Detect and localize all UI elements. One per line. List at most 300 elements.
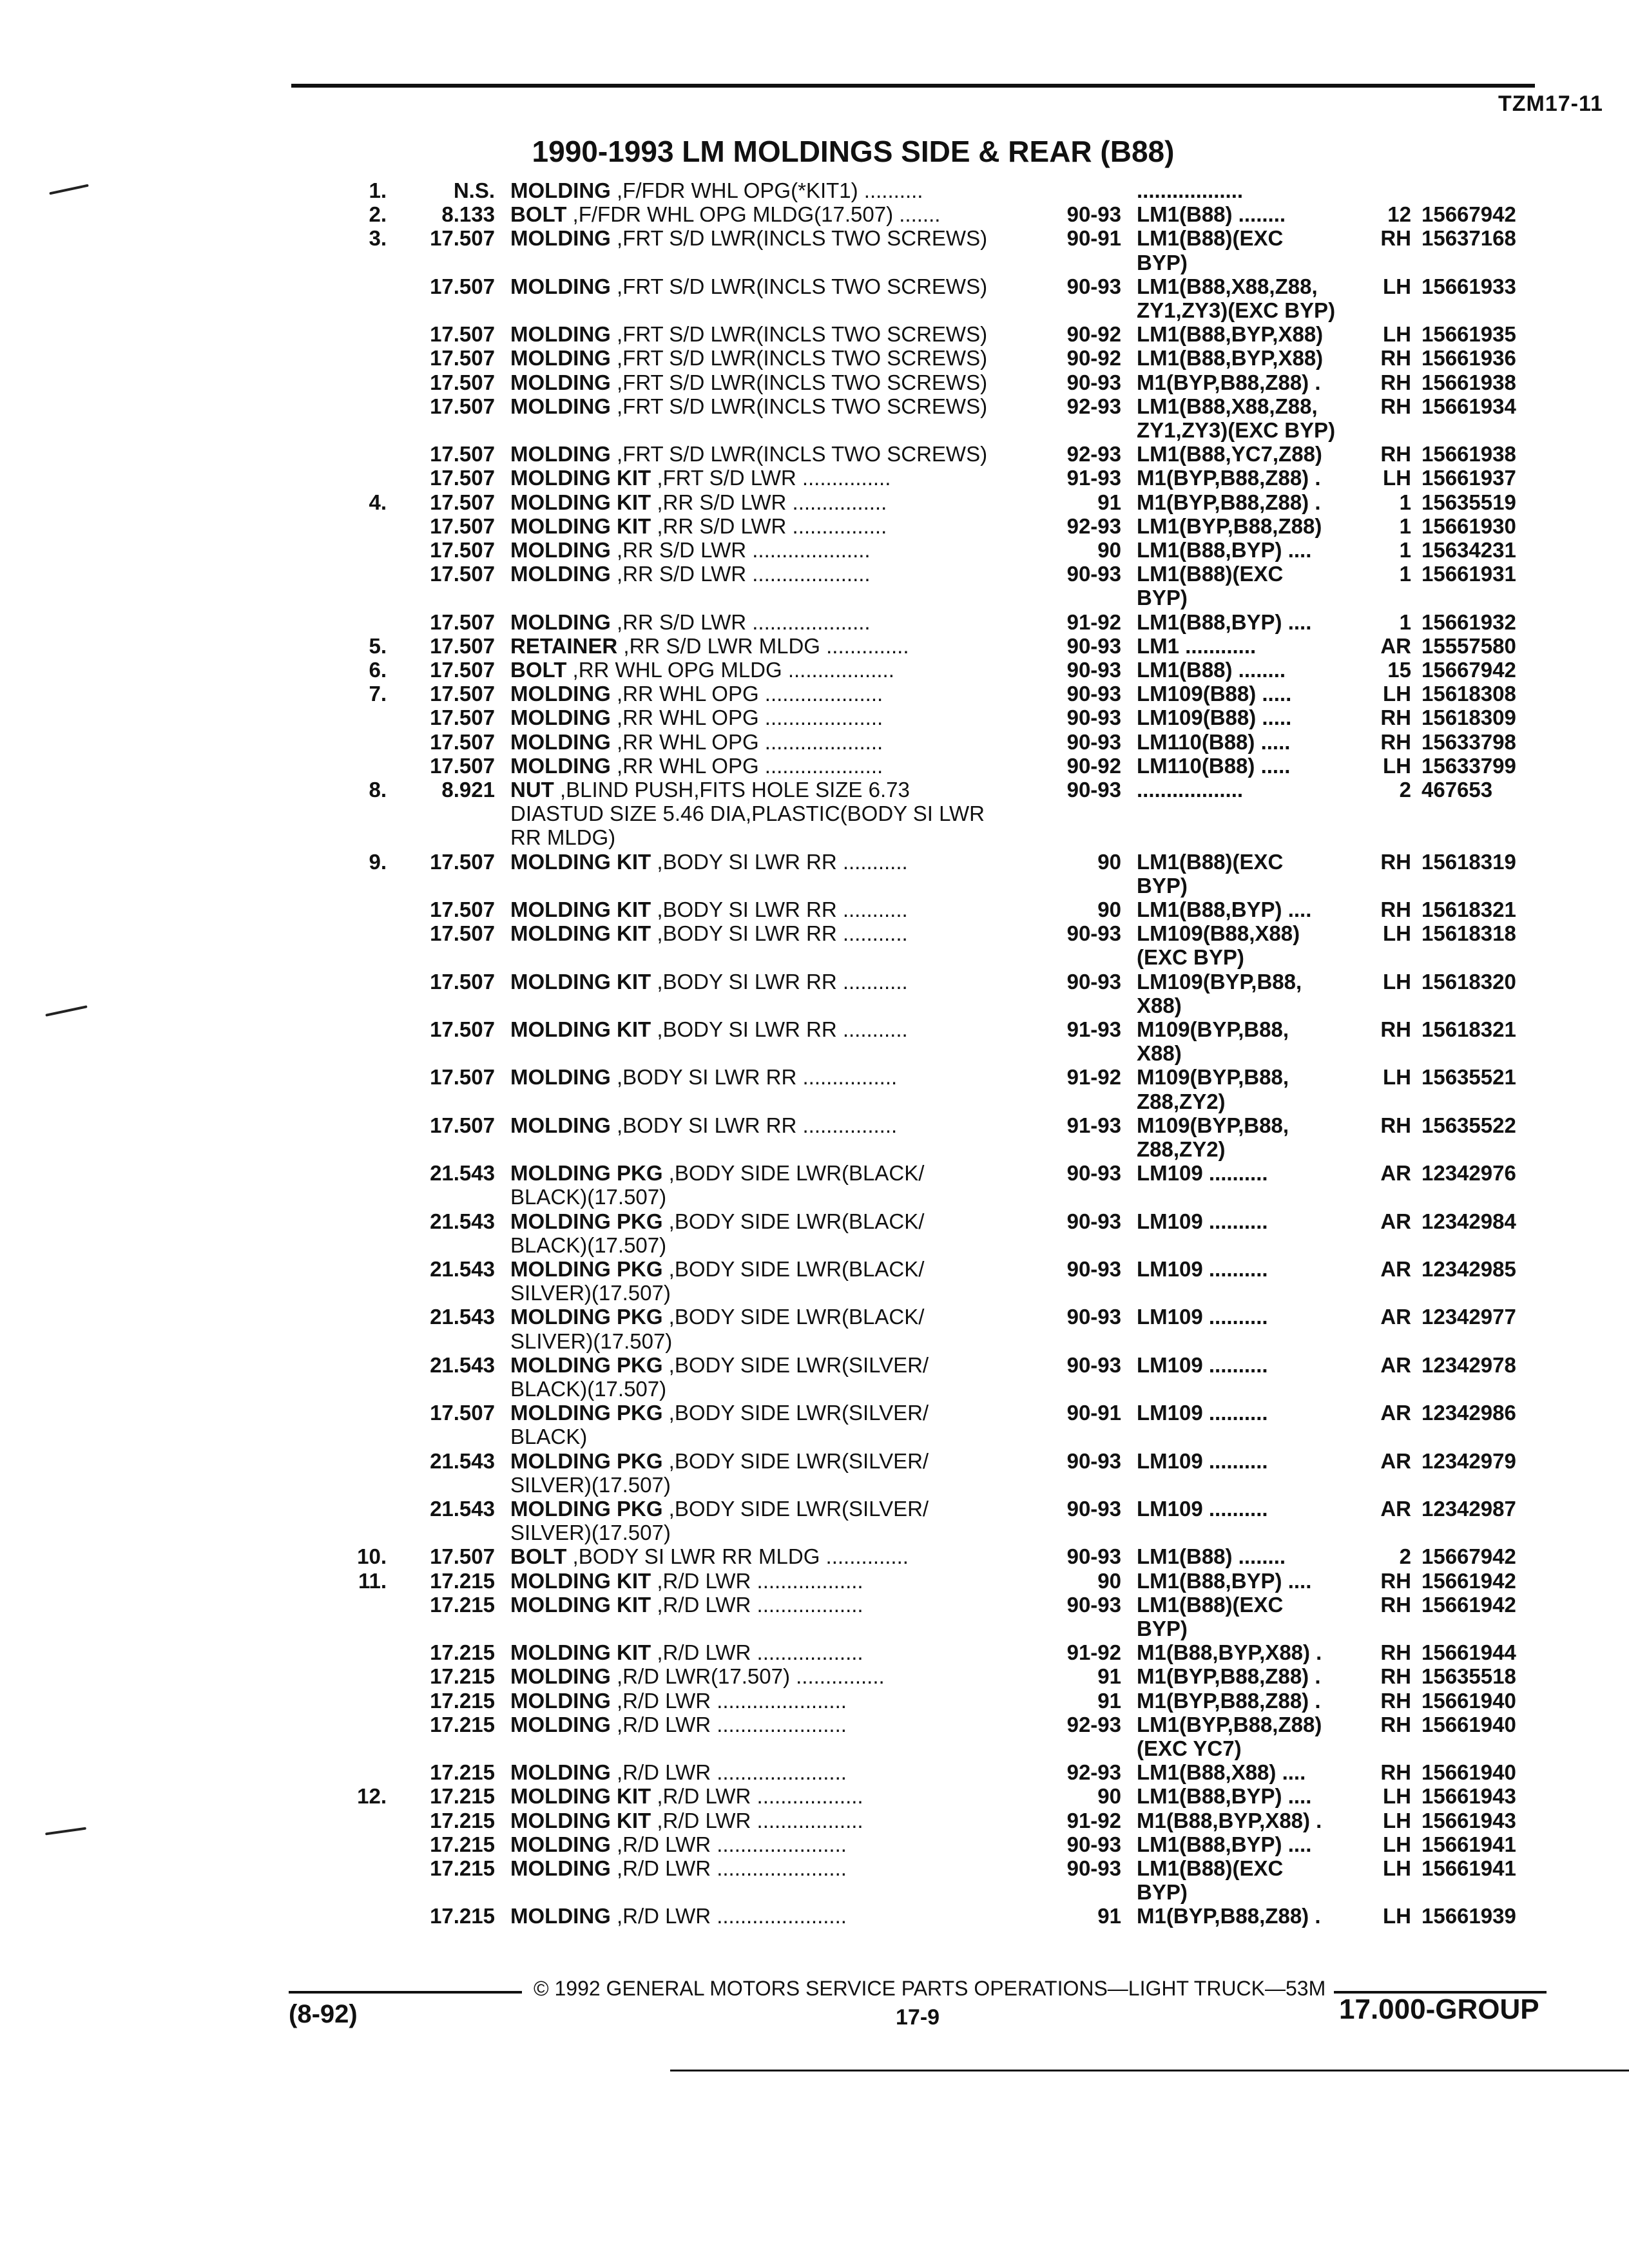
part-detail: ,RR WHL OPG .................... <box>610 682 883 706</box>
table-row <box>0 299 1629 325</box>
quantity: AR <box>1380 1352 1411 1377</box>
part-description <box>510 778 1039 802</box>
table-row <box>0 970 1629 996</box>
group-number: 8.921 <box>441 778 495 802</box>
part-description <box>510 1258 1039 1281</box>
model-code: LM1(B88,X88,Z88, <box>1137 274 1318 298</box>
model-code: M109(BYP,B88, <box>1137 1113 1289 1137</box>
table-row <box>0 1689 1629 1715</box>
model-code: LM1(B88)(EXC <box>1137 1857 1284 1880</box>
table-row <box>0 251 1629 277</box>
quantity: RH <box>1380 1760 1411 1785</box>
model-code: LM1(B88) ........ <box>1137 203 1286 227</box>
table-row <box>0 227 1629 253</box>
model-code: LM1(B88) ........ <box>1137 658 1286 682</box>
part-description <box>510 323 1039 346</box>
model-code: LM1(B88,BYP) .... <box>1137 1832 1312 1856</box>
group-number: 17.215 <box>430 1856 495 1880</box>
item-key: 12. <box>357 1784 387 1809</box>
part-detail: ,RR S/D LWR ................ <box>651 490 887 514</box>
table-row <box>0 395 1629 421</box>
group-number: 21.543 <box>430 1257 495 1281</box>
part-name: MOLDING KIT <box>510 970 651 994</box>
quantity: 2 <box>1399 1544 1411 1569</box>
group-number: 17.215 <box>430 1904 495 1928</box>
group-number: 17.507 <box>430 1544 495 1569</box>
model-years: 91-92 <box>1066 1808 1121 1832</box>
part-detail: ,R/D LWR .................. <box>651 1809 863 1832</box>
part-number: 15661940 <box>1422 1688 1516 1713</box>
model-code: BYP) <box>1137 251 1188 274</box>
part-description <box>510 1210 1039 1233</box>
part-description <box>510 275 1039 298</box>
quantity: 2 <box>1399 778 1411 802</box>
item-key: 7. <box>369 682 387 706</box>
part-detail: ,R/D LWR .................. <box>651 1593 863 1617</box>
quantity: LH <box>1383 753 1411 778</box>
item-key: 4. <box>369 490 387 514</box>
part-description <box>510 1689 1039 1713</box>
copyright-notice: © 1992 GENERAL MOTORS SERVICE PARTS OPERATIONS—LIGHT TRUCK—53M <box>534 1977 1326 2000</box>
group-number: 17.507 <box>430 394 495 418</box>
model-code: LM1(B88,BYP) .... <box>1137 1569 1312 1593</box>
table-row <box>0 347 1629 372</box>
part-detail: ,BODY SI LWR RR MLDG .............. <box>566 1545 909 1569</box>
part-name: MOLDING PKG <box>510 1305 663 1329</box>
part-description <box>510 1857 1039 1880</box>
model-code: LM109 .......... <box>1137 1258 1268 1281</box>
part-name: MOLDING KIT <box>510 1593 651 1617</box>
part-detail: ,R/D LWR .................. <box>651 1641 863 1665</box>
part-description <box>510 1545 1039 1568</box>
part-detail: RR MLDG) <box>510 826 616 850</box>
table-row <box>0 466 1629 492</box>
part-detail: ,R/D LWR ...................... <box>610 1761 847 1785</box>
part-description <box>510 1641 1039 1664</box>
part-detail: SLIVER)(17.507) <box>510 1329 673 1353</box>
model-years: 90-93 <box>1066 633 1121 658</box>
model-years: 90 <box>1097 1784 1121 1809</box>
part-description <box>510 1570 1039 1593</box>
part-description <box>510 1809 1039 1832</box>
group-number: 17.215 <box>430 1784 495 1809</box>
part-description <box>510 1497 1039 1521</box>
quantity: LH <box>1383 969 1411 994</box>
quantity: AR <box>1380 1161 1411 1186</box>
model-years: 90-91 <box>1066 226 1121 251</box>
part-description <box>510 658 1039 682</box>
table-row <box>0 1857 1629 1883</box>
quantity: AR <box>1380 633 1411 658</box>
part-name: MOLDING KIT <box>510 1785 651 1809</box>
group-number: 21.543 <box>430 1161 495 1186</box>
table-row <box>0 1258 1629 1283</box>
part-name: BOLT <box>510 1545 567 1569</box>
group-number: 17.215 <box>430 1760 495 1785</box>
part-description <box>510 179 1039 202</box>
model-code: M1(BYP,B88,Z88) . <box>1137 1689 1321 1713</box>
group-number: 17.507 <box>430 466 495 490</box>
part-detail: BLACK)(17.507) <box>510 1233 667 1257</box>
group-number: 17.215 <box>430 1592 495 1617</box>
table-row <box>0 1425 1629 1451</box>
part-description <box>510 1018 1039 1041</box>
model-years: 90-92 <box>1066 753 1121 778</box>
part-name: MOLDING KIT <box>510 490 651 514</box>
part-detail: ,BODY SIDE LWR(SILVER/ <box>662 1401 929 1425</box>
quantity: RH <box>1380 1568 1411 1593</box>
quantity: RH <box>1380 346 1411 370</box>
quantity: RH <box>1380 1640 1411 1665</box>
part-description <box>510 1474 1039 1497</box>
table-row <box>0 635 1629 660</box>
part-description <box>510 1521 1039 1544</box>
model-years: 91-92 <box>1066 1640 1121 1665</box>
part-detail: ,RR WHL OPG .................... <box>610 706 883 730</box>
item-key: 10. <box>357 1544 387 1569</box>
table-row <box>0 850 1629 876</box>
group-number: 17.507 <box>430 921 495 946</box>
part-description <box>510 443 1039 466</box>
part-name: MOLDING <box>510 1113 611 1137</box>
part-detail: ,RR S/D LWR .................... <box>610 610 871 634</box>
table-row <box>0 1378 1629 1403</box>
table-row <box>0 826 1629 852</box>
group-number: 17.507 <box>430 610 495 634</box>
quantity: LH <box>1383 1904 1411 1928</box>
table-row <box>0 1186 1629 1211</box>
model-years: 90 <box>1097 538 1121 562</box>
table-row <box>0 586 1629 612</box>
model-years: 91-93 <box>1066 466 1121 490</box>
model-code: LM1(B88,BYP) .... <box>1137 610 1312 634</box>
model-code: LM1(B88,BYP) .... <box>1137 539 1312 562</box>
table-row <box>0 802 1629 828</box>
quantity: LH <box>1383 1856 1411 1880</box>
table-row <box>0 1138 1629 1164</box>
page-code: TZM17-11 <box>1498 91 1603 116</box>
model-code: M1(BYP,B88,Z88) . <box>1137 490 1321 514</box>
part-detail: ,FRT S/D LWR(INCLS TWO SCREWS) <box>610 323 988 347</box>
part-detail: ,FRT S/D LWR(INCLS TWO SCREWS) <box>610 443 988 466</box>
part-number: 15661937 <box>1422 466 1516 490</box>
group-number: 8.133 <box>441 202 495 227</box>
table-row <box>0 1521 1629 1547</box>
part-name: BOLT <box>510 203 567 227</box>
group-number: 17.507 <box>430 226 495 251</box>
item-key: 9. <box>369 849 387 874</box>
part-number: 15635519 <box>1422 490 1516 514</box>
part-detail: SILVER)(17.507) <box>510 1521 671 1545</box>
part-detail: ,BODY SIDE LWR(SILVER/ <box>662 1497 929 1521</box>
quantity: 1 <box>1399 610 1411 634</box>
model-code: .................. <box>1137 179 1244 202</box>
part-number: 15635521 <box>1422 1065 1516 1090</box>
part-number: 12342984 <box>1422 1209 1516 1233</box>
model-code: M1(BYP,B88,Z88) . <box>1137 1665 1321 1689</box>
model-years: 90-93 <box>1066 1497 1121 1521</box>
quantity: AR <box>1380 1209 1411 1233</box>
item-key: 8. <box>369 778 387 802</box>
part-detail: ,FRT S/D LWR(INCLS TWO SCREWS) <box>610 394 988 418</box>
part-detail: ,RR WHL OPG MLDG .................. <box>566 658 894 682</box>
quantity: AR <box>1380 1497 1411 1521</box>
part-number: 15635522 <box>1422 1113 1516 1137</box>
table-row <box>0 1545 1629 1571</box>
part-name: MOLDING <box>510 539 611 562</box>
model-code: M1(BYP,B88,Z88) . <box>1137 1905 1321 1928</box>
model-code: LM110(B88) ..... <box>1137 754 1291 778</box>
part-description <box>510 611 1039 634</box>
table-row <box>0 179 1629 205</box>
part-description <box>510 706 1039 729</box>
quantity: RH <box>1380 1688 1411 1713</box>
table-row <box>0 778 1629 804</box>
model-code: LM109 .......... <box>1137 1162 1268 1186</box>
part-detail: ,BODY SIDE LWR(BLACK/ <box>662 1258 925 1281</box>
model-code: LM1(B88,X88,Z88, <box>1137 394 1318 418</box>
model-years: 91 <box>1097 1688 1121 1713</box>
part-detail: ,BODY SIDE LWR(BLACK/ <box>662 1209 925 1233</box>
part-description <box>510 1066 1039 1089</box>
part-number: 15661934 <box>1422 394 1516 418</box>
part-detail: ,FRT S/D LWR(INCLS TWO SCREWS) <box>610 227 988 251</box>
part-detail: ,RR S/D LWR .................... <box>610 562 871 586</box>
part-number: 15661943 <box>1422 1808 1516 1832</box>
table-row <box>0 994 1629 1020</box>
quantity: LH <box>1383 466 1411 490</box>
model-code: M109(BYP,B88, <box>1137 1066 1289 1090</box>
model-code: M1(BYP,B88,Z88) . <box>1137 466 1321 490</box>
model-years: 90-93 <box>1066 1592 1121 1617</box>
model-years: 90 <box>1097 1568 1121 1593</box>
table-row <box>0 1641 1629 1667</box>
part-number: 15633798 <box>1422 729 1516 754</box>
part-description <box>510 1234 1039 1257</box>
part-detail: BLACK)(17.507) <box>510 1378 667 1401</box>
part-number: 15618318 <box>1422 921 1516 946</box>
quantity: AR <box>1380 1448 1411 1473</box>
quantity: AR <box>1380 1401 1411 1425</box>
part-detail: ,R/D LWR ...................... <box>610 1713 847 1736</box>
model-code: LM1(B88,BYP) .... <box>1137 1785 1312 1809</box>
part-number: 15661941 <box>1422 1856 1516 1880</box>
part-number: 15661933 <box>1422 274 1516 298</box>
model-code: LM109 .......... <box>1137 1353 1268 1377</box>
footer-rule-left <box>289 1991 522 1994</box>
model-years: 90-92 <box>1066 346 1121 370</box>
group-number: 17.215 <box>430 1832 495 1856</box>
table-row <box>0 1593 1629 1619</box>
quantity: LH <box>1383 682 1411 706</box>
part-number: 15661944 <box>1422 1640 1516 1665</box>
quantity: LH <box>1383 1065 1411 1090</box>
part-name: MOLDING <box>510 443 611 466</box>
part-number: 12342977 <box>1422 1305 1516 1329</box>
part-description <box>510 635 1039 658</box>
part-name: MOLDING <box>510 1857 611 1880</box>
part-description <box>510 515 1039 538</box>
part-number: 15661942 <box>1422 1592 1516 1617</box>
quantity: LH <box>1383 921 1411 946</box>
table-row <box>0 1018 1629 1044</box>
part-description <box>510 1282 1039 1305</box>
part-number: 15618319 <box>1422 849 1516 874</box>
table-row <box>0 1833 1629 1859</box>
quantity: 1 <box>1399 562 1411 586</box>
part-description <box>510 491 1039 514</box>
part-description <box>510 466 1039 490</box>
table-row <box>0 1162 1629 1187</box>
model-code: LM109 .......... <box>1137 1497 1268 1521</box>
part-number: 15557580 <box>1422 633 1516 658</box>
model-code: M1(B88,BYP,X88) . <box>1137 1809 1322 1832</box>
part-number: 15661938 <box>1422 370 1516 394</box>
model-years: 91-92 <box>1066 610 1121 634</box>
part-name: MOLDING <box>510 370 611 394</box>
part-detail: ,F/FDR WHL OPG(*KIT1) .......... <box>610 179 923 202</box>
quantity: 1 <box>1399 538 1411 562</box>
group-number: N.S. <box>453 178 495 202</box>
part-number: 15661941 <box>1422 1832 1516 1856</box>
part-name: MOLDING PKG <box>510 1497 663 1521</box>
model-code: (EXC YC7) <box>1137 1737 1242 1760</box>
group-number: 17.215 <box>430 1808 495 1832</box>
table-row <box>0 1210 1629 1236</box>
quantity: AR <box>1380 1305 1411 1329</box>
group-number: 17.507 <box>430 538 495 562</box>
table-row <box>0 419 1629 445</box>
part-number: 15618321 <box>1422 1017 1516 1041</box>
part-name: MOLDING <box>510 394 611 418</box>
model-code: X88) <box>1137 994 1182 1017</box>
part-name: MOLDING <box>510 227 611 251</box>
part-detail: ,BODY SIDE LWR(SILVER/ <box>662 1353 929 1377</box>
model-code: LM1(B88) ........ <box>1137 1545 1286 1569</box>
model-years: 91-93 <box>1066 1017 1121 1041</box>
part-detail: ,RR WHL OPG .................... <box>610 730 883 754</box>
table-row <box>0 515 1629 541</box>
model-years: 91-93 <box>1066 1113 1121 1137</box>
table-row <box>0 1713 1629 1739</box>
part-number: 15661940 <box>1422 1712 1516 1736</box>
part-detail: ,R/D LWR .................. <box>651 1785 863 1809</box>
table-row <box>0 1354 1629 1379</box>
part-detail: ,BODY SI LWR RR ........... <box>651 1018 908 1041</box>
part-description <box>510 850 1039 874</box>
part-name: MOLDING <box>510 682 611 706</box>
part-name: MOLDING <box>510 1761 611 1785</box>
part-number: 15661939 <box>1422 1904 1516 1928</box>
table-row <box>0 1234 1629 1260</box>
part-detail: ,R/D LWR ...................... <box>610 1857 847 1880</box>
table-row <box>0 1497 1629 1523</box>
group-number: 17.215 <box>430 1712 495 1736</box>
part-description <box>510 898 1039 921</box>
model-years: 90-92 <box>1066 322 1121 347</box>
model-code: Z88,ZY2) <box>1137 1138 1226 1161</box>
part-description <box>510 826 1039 849</box>
table-row <box>0 706 1629 732</box>
model-years: 90-93 <box>1066 1448 1121 1473</box>
quantity: AR <box>1380 1257 1411 1281</box>
quantity: RH <box>1380 1113 1411 1137</box>
part-name: MOLDING <box>510 1689 611 1713</box>
quantity: LH <box>1383 1808 1411 1832</box>
model-years: 90-93 <box>1066 1544 1121 1569</box>
table-row <box>0 1090 1629 1116</box>
model-years: 90-93 <box>1066 1352 1121 1377</box>
quantity: 1 <box>1399 514 1411 538</box>
part-name: MOLDING KIT <box>510 1569 651 1593</box>
quantity: RH <box>1380 442 1411 466</box>
model-years: 90-93 <box>1066 1257 1121 1281</box>
part-name: MOLDING <box>510 323 611 347</box>
model-code: ZY1,ZY3)(EXC BYP) <box>1137 299 1336 322</box>
group-number: 17.507 <box>430 514 495 538</box>
model-code: LM1(BYP,B88,Z88) <box>1137 514 1322 538</box>
part-number: 15661942 <box>1422 1568 1516 1593</box>
model-code: LM1(B88,YC7,Z88) <box>1137 443 1322 466</box>
part-detail: ,BODY SI LWR RR ................ <box>610 1066 898 1090</box>
group-number: 17.507 <box>430 1065 495 1090</box>
model-years: 90-93 <box>1066 706 1121 730</box>
part-description <box>510 1425 1039 1448</box>
table-row <box>0 1401 1629 1427</box>
part-name: MOLDING KIT <box>510 922 651 946</box>
part-number: 15667942 <box>1422 658 1516 682</box>
table-row <box>0 491 1629 517</box>
part-name: MOLDING KIT <box>510 1018 651 1041</box>
part-detail: ,FRT S/D LWR(INCLS TWO SCREWS) <box>610 347 988 370</box>
table-row <box>0 1305 1629 1331</box>
part-name: MOLDING PKG <box>510 1209 663 1233</box>
part-number: 15618308 <box>1422 682 1516 706</box>
part-description <box>510 1401 1039 1425</box>
model-years: 90-93 <box>1066 778 1121 802</box>
part-name: MOLDING <box>510 730 611 754</box>
part-name: MOLDING <box>510 1713 611 1736</box>
part-name: MOLDING <box>510 347 611 370</box>
table-row <box>0 1761 1629 1787</box>
group-number: 17.507 <box>430 633 495 658</box>
part-number: 12342976 <box>1422 1161 1516 1186</box>
table-row <box>0 658 1629 684</box>
model-years: 90-91 <box>1066 1401 1121 1425</box>
group-number: 17.507 <box>430 729 495 754</box>
part-detail: ,FRT S/D LWR ............... <box>651 466 891 490</box>
model-code: LM1 ............ <box>1137 634 1257 658</box>
model-code: LM109(B88) ..... <box>1137 706 1292 730</box>
page-title: 1990-1993 LM MOLDINGS SIDE & REAR (B88) <box>532 135 1175 168</box>
part-description <box>510 970 1039 994</box>
quantity: RH <box>1380 226 1411 251</box>
part-name: MOLDING <box>510 1832 611 1856</box>
table-row <box>0 754 1629 780</box>
part-number: 15661938 <box>1422 442 1516 466</box>
part-description <box>510 1354 1039 1377</box>
bottom-rule <box>670 2070 1629 2071</box>
model-years: 92-93 <box>1066 1712 1121 1736</box>
part-description <box>510 1833 1039 1856</box>
model-years: 90-93 <box>1066 921 1121 946</box>
group-number: 17.215 <box>430 1688 495 1713</box>
part-description <box>510 1378 1039 1401</box>
table-row <box>0 1665 1629 1691</box>
part-name: NUT <box>510 778 554 802</box>
item-key: 2. <box>369 202 387 227</box>
part-detail: ,R/D LWR ...................... <box>610 1832 847 1856</box>
